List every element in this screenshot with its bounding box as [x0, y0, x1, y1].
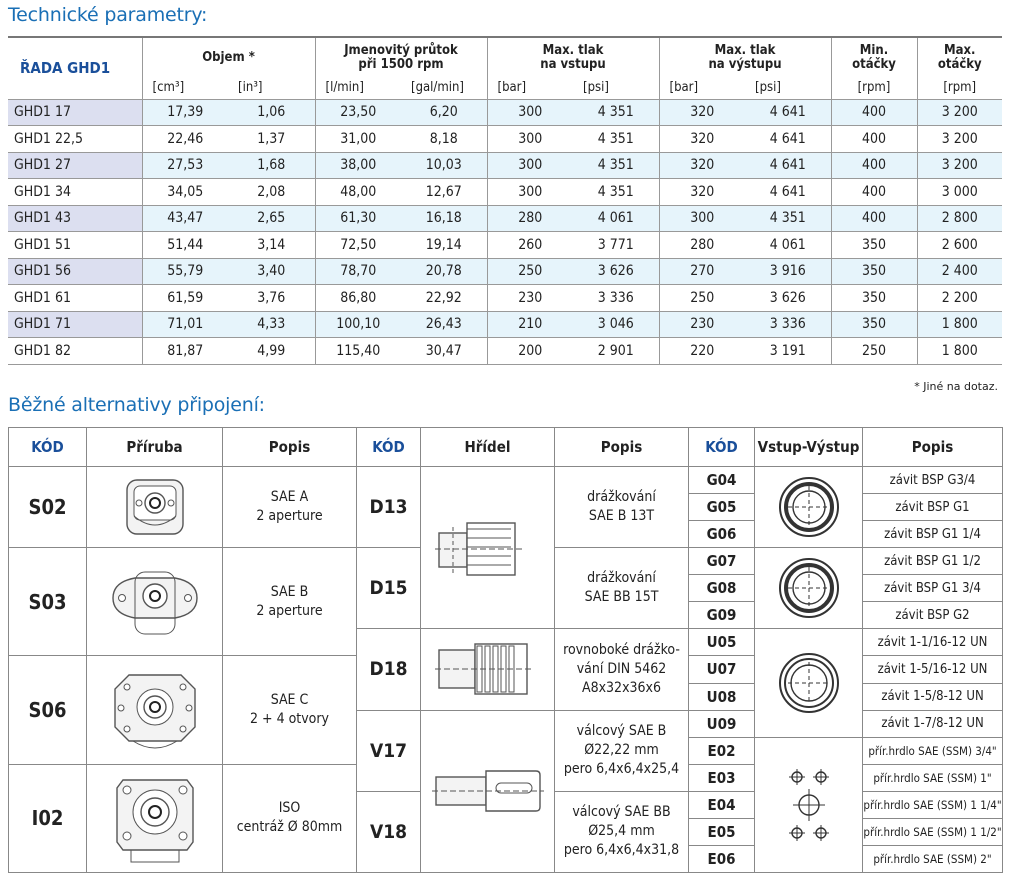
value-cell: 51,44 [142, 232, 228, 259]
shaft-code: V18 [357, 791, 421, 872]
shaft-description [555, 710, 689, 791]
port-description: přír.hrdlo SAE (SSM) 1 1/2" [863, 818, 1003, 845]
value-cell: 17,39 [142, 99, 228, 126]
value-cell: 100,10 [315, 311, 401, 338]
description-line: drážkování [587, 489, 656, 506]
port-code: E02 [689, 737, 755, 764]
value-cell: 200 [487, 338, 573, 365]
value-cell: 78,70 [315, 258, 401, 285]
header-code: KÓD [9, 428, 87, 467]
value-cell: 300 [659, 205, 745, 232]
shaft-description [555, 791, 689, 872]
header-outlet-pressure: Max. tlak na výstupu [659, 37, 831, 77]
port-description: závit 1-5/8-12 UN [863, 683, 1003, 710]
value-cell: 250 [487, 258, 573, 285]
description-line: SAE B 13T [588, 508, 655, 525]
value-cell: 4 351 [573, 99, 659, 126]
value-cell: 1 800 [917, 338, 1002, 365]
value-cell: 250 [831, 338, 917, 365]
value-cell: 38,00 [315, 152, 401, 179]
connection-alternatives-table [8, 427, 1003, 873]
value-cell: 3,40 [228, 258, 315, 285]
value-cell: 220 [659, 338, 745, 365]
value-cell: 300 [487, 152, 573, 179]
unit-label: [gal/min] [401, 77, 487, 99]
table-row [8, 232, 1002, 259]
header-flow: Jmenovitý průtok při 1500 rpm [315, 37, 487, 77]
value-cell: 1 800 [917, 311, 1002, 338]
description-line: A8x32x36x6 [581, 679, 662, 696]
value-cell: 270 [659, 258, 745, 285]
value-cell: 4 061 [573, 205, 659, 232]
description-line: válcový SAE B [576, 723, 667, 740]
unit-label: [in³] [228, 77, 315, 99]
spline-shaft-icon [421, 467, 555, 629]
value-cell: 280 [487, 205, 573, 232]
header-code: KÓD [357, 428, 421, 467]
port-description: závit BSP G1 1/4 [863, 521, 1003, 548]
value-cell: 350 [831, 232, 917, 259]
description-line: 2 aperture [256, 602, 323, 619]
header-displacement: Objem * [142, 37, 315, 77]
value-cell: 400 [831, 152, 917, 179]
value-cell: 4,99 [228, 338, 315, 365]
threaded-port-un-icon [755, 629, 863, 737]
value-cell: 22,92 [401, 285, 487, 312]
value-cell: 4 351 [573, 126, 659, 153]
port-code: G05 [689, 494, 755, 521]
value-cell: 3 626 [745, 285, 831, 312]
port-description: závit BSP G3/4 [863, 467, 1003, 494]
value-cell: 4 351 [745, 205, 831, 232]
value-cell: 10,03 [401, 152, 487, 179]
port-code: G08 [689, 575, 755, 602]
port-code: U07 [689, 656, 755, 683]
flange-description [223, 656, 357, 764]
value-cell: 20,78 [401, 258, 487, 285]
value-cell: 3,76 [228, 285, 315, 312]
value-cell: 2,65 [228, 205, 315, 232]
port-description: závit 1-1/16-12 UN [863, 629, 1003, 656]
value-cell: 3 200 [917, 126, 1002, 153]
description-line: pero 6,4x6,4x25,4 [563, 761, 680, 778]
value-cell: 55,79 [142, 258, 228, 285]
value-cell: 400 [831, 205, 917, 232]
value-cell: 23,50 [315, 99, 401, 126]
description-line: pero 6,4x6,4x31,8 [563, 842, 680, 859]
flange-sae-b-2-hole-icon [87, 548, 223, 656]
value-cell: 3 916 [745, 258, 831, 285]
value-cell: 320 [659, 152, 745, 179]
value-cell: 115,40 [315, 338, 401, 365]
value-cell: 1,68 [228, 152, 315, 179]
value-cell: 400 [831, 179, 917, 206]
port-code: U09 [689, 710, 755, 737]
description-line: centráž Ø 80mm [236, 819, 343, 836]
value-cell: 61,30 [315, 205, 401, 232]
model-name-cell: GHD1 51 [8, 232, 142, 259]
value-cell: 4 061 [745, 232, 831, 259]
port-code: E06 [689, 845, 755, 872]
header-description: Popis [863, 428, 1003, 467]
description-line: vání DIN 5462 [576, 660, 667, 677]
threaded-port-icon [755, 467, 863, 548]
model-name-cell: GHD1 61 [8, 285, 142, 312]
description-line: Ø25,4 mm [588, 823, 655, 840]
value-cell: 350 [831, 258, 917, 285]
description-line: drážkování [587, 570, 656, 587]
port-description: přír.hrdlo SAE (SSM) 1" [863, 764, 1003, 791]
value-cell: 3 000 [917, 179, 1002, 206]
unit-label: [rpm] [943, 79, 977, 95]
value-cell: 250 [659, 285, 745, 312]
header-flange: Příruba [87, 428, 223, 467]
value-cell: 350 [831, 311, 917, 338]
value-cell: 230 [659, 311, 745, 338]
unit-label: [rpm] [831, 77, 917, 99]
value-cell: 3 046 [573, 311, 659, 338]
description-line: 2 aperture [256, 508, 323, 525]
value-cell: 22,46 [142, 126, 228, 153]
technical-parameters-title: Technické parametry: [8, 4, 208, 26]
value-cell: 3 191 [745, 338, 831, 365]
table-row [8, 205, 1002, 232]
unit-label: [psi] [573, 77, 659, 99]
value-cell: 260 [487, 232, 573, 259]
port-description: závit BSP G1 [863, 494, 1003, 521]
port-code: U05 [689, 629, 755, 656]
shaft-code: D13 [357, 467, 421, 548]
value-cell: 1,06 [228, 99, 315, 126]
shaft-code: D15 [357, 548, 421, 629]
unit-label: [bar] [669, 79, 699, 95]
description-line: Ø22,22 mm [584, 742, 659, 759]
value-cell: 31,00 [315, 126, 401, 153]
value-cell: 320 [659, 99, 745, 126]
value-cell: 3 626 [573, 258, 659, 285]
flange-iso-icon [87, 764, 223, 872]
value-cell: 19,14 [401, 232, 487, 259]
table-row [8, 258, 1002, 285]
value-cell: 81,87 [142, 338, 228, 365]
port-code: G07 [689, 548, 755, 575]
unit-label: [cm³] [152, 79, 185, 95]
footnote: * Jiné na dotaz. [914, 380, 998, 393]
port-description: závit 1-7/8-12 UN [863, 710, 1003, 737]
shaft-description [555, 548, 689, 629]
value-cell: 34,05 [142, 179, 228, 206]
technical-parameters-table [8, 36, 1002, 365]
shaft-description [555, 467, 689, 548]
port-code: G09 [689, 602, 755, 629]
sae-flange-port-icon [755, 737, 863, 872]
header-inlet-pressure: Max. tlak na vstupu [487, 37, 659, 77]
value-cell: 280 [659, 232, 745, 259]
unit-label: [psi] [745, 77, 831, 99]
flange-description [223, 467, 357, 548]
description-line: válcový SAE BB [572, 804, 671, 821]
value-cell: 30,47 [401, 338, 487, 365]
value-cell: 1,37 [228, 126, 315, 153]
port-code: G06 [689, 521, 755, 548]
model-name-cell: GHD1 34 [8, 179, 142, 206]
flange-code: I02 [9, 764, 87, 872]
value-cell: 3,14 [228, 232, 315, 259]
value-cell: 27,53 [142, 152, 228, 179]
port-description: závit 1-5/16-12 UN [863, 656, 1003, 683]
header-code: KÓD [689, 428, 755, 467]
header-description: Popis [223, 428, 357, 467]
port-code: E04 [689, 791, 755, 818]
value-cell: 2 800 [917, 205, 1002, 232]
description-line: SAE C [270, 692, 309, 709]
value-cell: 300 [487, 126, 573, 153]
flange-description [223, 548, 357, 656]
value-cell: 2 901 [573, 338, 659, 365]
value-cell: 3 200 [917, 99, 1002, 126]
value-cell: 3 336 [745, 311, 831, 338]
port-code: E03 [689, 764, 755, 791]
header-min-speed: Min. otáčky [831, 37, 917, 77]
value-cell: 12,67 [401, 179, 487, 206]
description-line: 2 + 4 otvory [250, 711, 329, 728]
value-cell: 4 351 [573, 179, 659, 206]
value-cell: 230 [487, 285, 573, 312]
value-cell: 4 641 [745, 179, 831, 206]
table-row [8, 99, 1002, 126]
table-row [8, 126, 1002, 153]
description-line: SAE BB 15T [584, 589, 659, 606]
series-label: ŘADA GHD1 [8, 37, 142, 99]
shaft-code: V17 [357, 710, 421, 791]
shaft-description [555, 629, 689, 710]
description-line: SAE B [270, 583, 309, 600]
port-description: přír.hrdlo SAE (SSM) 2" [863, 845, 1003, 872]
header-description: Popis [555, 428, 689, 467]
value-cell: 3 200 [917, 152, 1002, 179]
table-row [8, 179, 1002, 206]
flange-description [223, 764, 357, 872]
port-description: závit BSP G2 [863, 602, 1003, 629]
flange-sae-a-2-hole-icon [87, 467, 223, 548]
model-name-cell: GHD1 82 [8, 338, 142, 365]
value-cell: 43,47 [142, 205, 228, 232]
flange-code: S06 [9, 656, 87, 764]
value-cell: 400 [831, 99, 917, 126]
value-cell: 26,43 [401, 311, 487, 338]
port-code: G04 [689, 467, 755, 494]
model-name-cell: GHD1 43 [8, 205, 142, 232]
value-cell: 350 [831, 285, 917, 312]
flange-code: S03 [9, 548, 87, 656]
value-cell: 86,80 [315, 285, 401, 312]
port-description: přír.hrdlo SAE (SSM) 3/4" [863, 737, 1003, 764]
table-row [8, 338, 1002, 365]
value-cell: 16,18 [401, 205, 487, 232]
value-cell: 3 771 [573, 232, 659, 259]
model-name-cell: GHD1 56 [8, 258, 142, 285]
value-cell: 8,18 [401, 126, 487, 153]
value-cell: 4 641 [745, 99, 831, 126]
description-line: SAE A [270, 489, 309, 506]
model-name-cell: GHD1 71 [8, 311, 142, 338]
model-name-cell: GHD1 27 [8, 152, 142, 179]
value-cell: 4 641 [745, 152, 831, 179]
table-row [9, 467, 1003, 494]
description-line: ISO [278, 800, 301, 817]
flange-sae-c-6-hole-icon [87, 656, 223, 764]
connection-alternatives-title: Běžné alternativy připojení: [8, 394, 265, 416]
value-cell: 4 351 [573, 152, 659, 179]
value-cell: 72,50 [315, 232, 401, 259]
description-line: rovnoboké drážko- [563, 641, 680, 658]
value-cell: 2 200 [917, 285, 1002, 312]
value-cell: 4 641 [745, 126, 831, 153]
model-name-cell: GHD1 17 [8, 99, 142, 126]
din-spline-shaft-icon [421, 629, 555, 710]
port-description: závit BSP G1 1/2 [863, 548, 1003, 575]
unit-label: [l/min] [325, 79, 364, 95]
model-name-cell: GHD1 22,5 [8, 126, 142, 153]
port-code: E05 [689, 818, 755, 845]
header-inlet-outlet: Vstup-Výstup [755, 428, 863, 467]
value-cell: 320 [659, 126, 745, 153]
value-cell: 2,08 [228, 179, 315, 206]
value-cell: 2 600 [917, 232, 1002, 259]
shaft-code: D18 [357, 629, 421, 710]
value-cell: 4,33 [228, 311, 315, 338]
value-cell: 61,59 [142, 285, 228, 312]
unit-label: [bar] [497, 79, 527, 95]
header-shaft: Hřídel [421, 428, 555, 467]
table-row [8, 152, 1002, 179]
value-cell: 400 [831, 126, 917, 153]
value-cell: 320 [659, 179, 745, 206]
keyed-shaft-icon [421, 710, 555, 872]
flange-code: S02 [9, 467, 87, 548]
value-cell: 300 [487, 179, 573, 206]
table-row [8, 311, 1002, 338]
value-cell: 71,01 [142, 311, 228, 338]
header-max-speed: Max. otáčky [937, 42, 982, 72]
port-description: přír.hrdlo SAE (SSM) 1 1/4" [863, 791, 1003, 818]
value-cell: 6,20 [401, 99, 487, 126]
value-cell: 300 [487, 99, 573, 126]
port-description: závit BSP G1 3/4 [863, 575, 1003, 602]
table-row [8, 285, 1002, 312]
threaded-port-icon [755, 548, 863, 629]
port-code: U08 [689, 683, 755, 710]
value-cell: 210 [487, 311, 573, 338]
value-cell: 2 400 [917, 258, 1002, 285]
value-cell: 3 336 [573, 285, 659, 312]
value-cell: 48,00 [315, 179, 401, 206]
